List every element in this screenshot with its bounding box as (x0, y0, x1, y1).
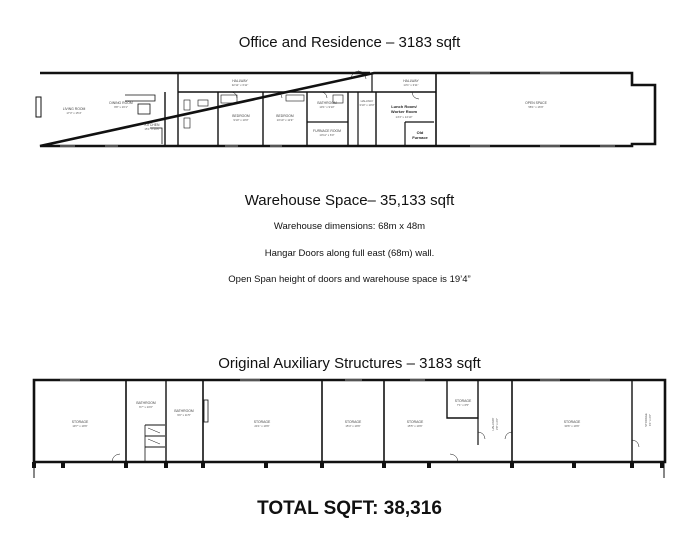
bathroom-dims: 10'1" x 9'10" (319, 105, 335, 109)
dining-room-dims: 9'8" x 16'1" (114, 105, 128, 109)
storage1-label: STORAGE (71, 420, 89, 424)
auxiliary-floor-plan (32, 380, 665, 478)
old-furnace-label: Old (416, 130, 424, 135)
worker-room-label: Worker Room (390, 109, 418, 114)
hallway1-label: HALLWAY (232, 79, 248, 83)
storage5-label: STORAGE (454, 399, 472, 403)
bedroom1-label: BEDROOM (232, 114, 250, 118)
storage2-label: STORAGE (253, 420, 271, 424)
storage6-label: STORAGE (563, 420, 581, 424)
auxiliary-room-labels (72, 399, 652, 430)
bedroom2-dims: 10'10" x 11'9" (276, 118, 294, 122)
bedroom2-label: BEDROOM (276, 114, 294, 118)
bathroom-label: BATHROOM (317, 101, 337, 105)
warehouse-dimensions-note: Warehouse dimensions: 68m x 48m (273, 221, 426, 232)
storage5-dims: 7'1" x 6'5" (456, 403, 470, 407)
aux-hallway-dims: 3'8" x 6'6" (495, 417, 499, 431)
office-heading: Office and Residence – 3183 sqft (238, 34, 461, 51)
storage4-label: STORAGE (406, 420, 424, 424)
kitchen-dims: 15'1" x 14'5" (144, 127, 160, 131)
lunch-room-label: Lunch Room/ (391, 104, 417, 109)
storage7-label: STORAGE (644, 413, 648, 427)
furnace-room-label: FURNACE ROOM (313, 129, 341, 133)
hangar-doors-note: Hangar Doors along full east (68m) wall. (264, 248, 435, 259)
hallway2-label: HALLWAY (360, 99, 374, 103)
furnace-label: Furnace (412, 135, 428, 140)
hallway3-label: HALLWAY (403, 79, 419, 83)
lunch-room-dims: 14'3" x 14'10" (395, 115, 413, 119)
total-sqft: TOTAL SQFT: 38,316 (257, 498, 442, 519)
storage4-dims: 15'5" x 19'6" (407, 424, 423, 428)
storage1-dims: 19'7" x 19'6" (72, 424, 88, 428)
dining-room-label: DINING ROOM (109, 101, 133, 105)
span-height-note: Open Span height of doors and warehouse space is 19’4” (228, 274, 471, 285)
furnace-room-dims: 10'11" x 6'0" (319, 133, 335, 137)
living-room-dims: 17'3" x 15'4" (66, 111, 82, 115)
auxiliary-heading: Original Auxiliary Structures – 3183 sqft (218, 355, 481, 372)
bathroom2-dims: 9'0" x 11'5" (177, 413, 191, 417)
hallway3-dims: 13'1" x 3'11" (403, 83, 419, 87)
open-space-label: OPEN SPACE (525, 101, 547, 105)
hallway1-dims: 32'11" x 3'11" (231, 83, 249, 87)
storage3-dims: 15'4" x 19'6" (345, 424, 361, 428)
office-floor-plan (36, 71, 655, 146)
bathroom1-dims: 6'7" x 10'0" (139, 405, 153, 409)
aux-hallway-label: HALLWAY (491, 417, 495, 431)
hallway2-dims: 3'10" x 10'0" (359, 103, 375, 107)
bedroom1-dims: 9'10" x 10'0" (233, 118, 249, 122)
open-space-dims: 58'1" x 16'9" (528, 105, 544, 109)
bathroom1-label: BATHROOM (136, 401, 156, 405)
storage3-label: STORAGE (344, 420, 362, 424)
living-room-label: LIVING ROOM (62, 107, 86, 111)
storage6-dims: 30'6" x 19'6" (564, 424, 580, 428)
warehouse-heading: Warehouse Space– 35,133 sqft (244, 192, 455, 209)
bathroom2-label: BATHROOM (174, 409, 194, 413)
storage2-dims: 24'1" x 19'6" (254, 424, 270, 428)
kitchen-label: KITCHEN (144, 123, 160, 127)
storage7-dims: 6'1" x 6'6" (648, 413, 652, 427)
